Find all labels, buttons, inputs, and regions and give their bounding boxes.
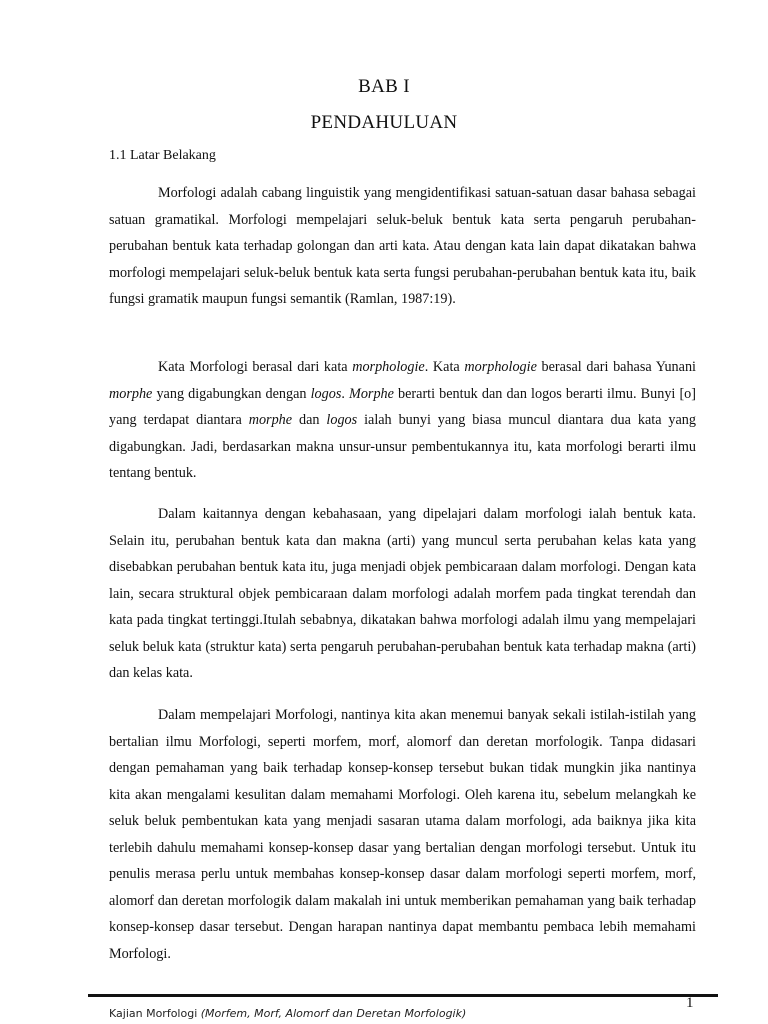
term-morphologie: morphologie: [352, 359, 425, 375]
paragraph-2: [109, 354, 696, 487]
footer-label: Kajian Morfologi: [109, 1007, 201, 1020]
paragraph-1: Morfologi adalah cabang linguistik yang mengidentifikasi satuan-satuan dasar bahasa sebagai satuan gramatikal. Morfologi mempelajari seluk-beluk bentuk kata serta pengaruh perubahan-perubahan bentuk kata terhadap golongan dan arti kata. Atau dengan kata lain dapat dikatakan bahwa morfologi mempelajari seluk-beluk bentuk kata serta fungsi perubahan-perubahan bentuk kata itu, baik fungsi gramatik maupun fungsi semantik (Ramlan, 1987:19).: [109, 185, 696, 307]
term-morphologie: morphologie: [464, 359, 537, 375]
paragraph-2-text: ialah bunyi yang biasa muncul diantara dua kata yang digabungkan. Jadi, berdasarkan makna unsur-unsur pembentukannya itu, kata morfologi berarti ilmu tentang bentuk.: [109, 412, 696, 481]
paragraph-3: Dalam kaitannya dengan kebahasaan, yang dipelajari dalam morfologi ialah bentuk kata. Selain itu, perubahan bentuk kata dan makna (arti) yang muncul serta perubahan kelas kata yang disebabkan perubahan bentuk kata itu, juga menjadi objek pembicaraan dalam morfologi. Dengan kata lain, secara struktural objek pembicaraan dalam morfologi adalah morfem pada tingkat terendah dan kata pada tingkat tertinggi.Itulah sebabnya, dikatakan bahwa morfologi adalah ilmu yang mempelajari seluk beluk kata (struktur kata) serta pengaruh perubahan-perubahan bentuk kata terhadap makna (arti) dan kelas kata.: [109, 506, 696, 681]
paragraph-2-text: . Kata: [424, 359, 465, 375]
footer-divider: [88, 994, 718, 997]
paragraph-4: Dalam mempelajari Morfologi, nantinya kita akan menemui banyak sekali istilah-istilah yang bertalian ilmu Morfologi, seperti morfem, morf, alomorf dan deretan morfologik. Tanpa didasari dengan pemahaman yang baik terhadap konsep-konsep tersebut bukan tidak mungkin jika nantinya kita akan mengalami kesulitan dalam memahami Morfologi. Oleh karena itu, sebelum melangkah ke seluk beluk pembentukan kata yang menjadi sasaran utama dalam morfologi, ada baiknya jika kita terlebih dahulu memahami konsep-konsep dasar yang bertalian dengan morfologi tersebut. Untuk itu penulis merasa perlu untuk membahas konsep-konsep dasar dalam morfologi seperti morfem, morf, alomorf dan deretan morfologik dalam makalah ini untuk memberikan pemahaman yang baik terhadap konsep-konsep dasar tersebut. Dengan harapan nantinya dapat membantu pembaca lebih memahami Morfologi.: [109, 707, 696, 962]
term-morphe: morphe: [248, 412, 293, 428]
paragraph-2-text: berarti bentuk dan dan logos berarti ilmu. Bunyi [o] yang terdapat diantara: [109, 385, 696, 428]
paragraph-2-text: berasal dari bahasa Yunani: [536, 359, 696, 375]
section-heading: 1.1 Latar Belakang: [109, 148, 216, 163]
paragraph-2-text: dan: [292, 412, 327, 428]
footer-subtitle: (Morfem, Morf, Alomorf dan Deretan Morfologik): [200, 1007, 467, 1020]
chapter-title: PENDAHULUAN: [310, 112, 458, 133]
running-footer: [109, 1007, 466, 1020]
term-logos: logos: [326, 412, 358, 428]
paragraph-2-text: Kata Morfologi berasal dari kata: [158, 359, 353, 375]
page-number: 1: [686, 995, 694, 1011]
term-logos: logos: [310, 385, 342, 402]
term-morphe: morphe: [109, 385, 153, 402]
chapter-label: BAB I: [358, 76, 410, 97]
term-morphe: Morphe: [349, 385, 394, 402]
paragraph-2-text: yang digabungkan dengan: [152, 385, 311, 402]
paragraph-2-text: .: [341, 385, 350, 402]
